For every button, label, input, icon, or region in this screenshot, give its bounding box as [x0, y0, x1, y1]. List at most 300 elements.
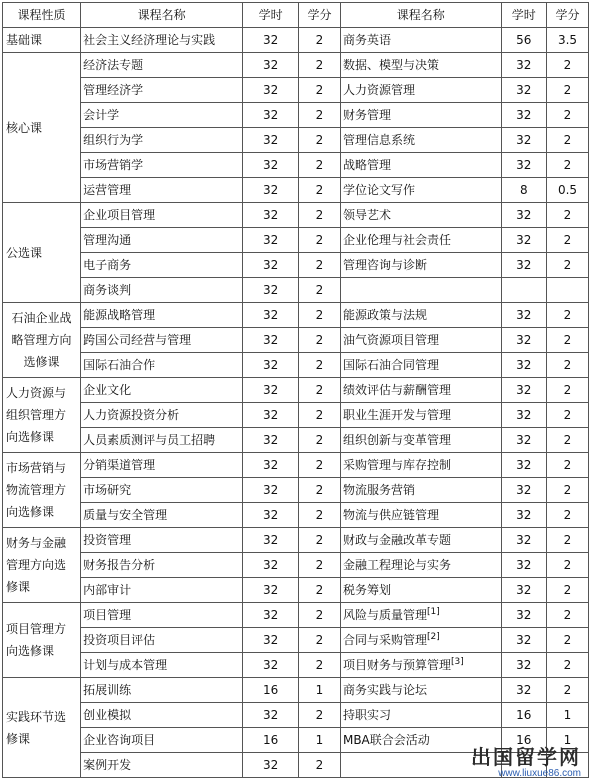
credits-cell: [299, 428, 341, 453]
cell-text: 能源政策与法规: [342, 308, 427, 322]
cell-text: 2: [563, 433, 572, 447]
hours-cell-2: [501, 228, 546, 253]
credits-cell-2: [546, 628, 588, 653]
cell-text: 1: [563, 733, 572, 747]
watermark-text: 出国留学网: [471, 745, 581, 769]
course-name-cell-2: [340, 403, 501, 428]
credits-cell: [299, 403, 341, 428]
cell-text: 2: [563, 308, 572, 322]
hours-cell: [243, 428, 299, 453]
table-row: [3, 478, 589, 503]
course-name-cell: [81, 228, 243, 253]
hours-cell-2: [501, 353, 546, 378]
footnote-marker[interactable]: [3]: [450, 657, 464, 667]
cell-text: 32: [262, 558, 279, 572]
cell-text: 16: [516, 733, 532, 747]
table-row: [3, 628, 589, 653]
cell-text: 2: [563, 83, 572, 97]
cell-text: 计划与成本管理: [83, 658, 168, 672]
hours-cell-2: [501, 478, 546, 503]
credits-cell: [299, 153, 341, 178]
hours-cell: [243, 528, 299, 553]
cell-text: 2: [315, 458, 324, 472]
cell-text: 采购管理与库存控制: [342, 458, 451, 472]
table-row: [3, 653, 589, 678]
hours-cell-2: [501, 578, 546, 603]
credits-cell-2: [546, 378, 588, 403]
cell-text: 32: [262, 458, 279, 472]
cell-text: 合同与采购管理: [342, 633, 427, 647]
credits-cell: [299, 78, 341, 103]
cell-text: 2: [563, 633, 572, 647]
cell-text: 管理沟通: [83, 233, 132, 247]
header-hours: 学时: [243, 3, 299, 28]
cell-text: 2: [563, 608, 572, 622]
course-name-cell-2: [340, 578, 501, 603]
cell-text: 案例开发: [83, 758, 132, 772]
credits-cell: [299, 678, 341, 703]
credits-cell-2: [546, 153, 588, 178]
cell-text: 16: [262, 683, 279, 697]
cell-text: 32: [516, 333, 532, 347]
hours-cell-2: [501, 653, 546, 678]
cell-text: 投资项目评估: [83, 633, 156, 647]
hours-cell: [243, 228, 299, 253]
hours-cell-2: [501, 553, 546, 578]
cell-text: 32: [516, 58, 532, 72]
cell-text: 32: [516, 408, 532, 422]
header-credits-2: 学分: [546, 3, 588, 28]
hours-cell: [243, 453, 299, 478]
hours-cell: [243, 253, 299, 278]
course-name-cell-2: [340, 453, 501, 478]
cell-text: 2: [563, 133, 572, 147]
cell-text: 32: [516, 308, 532, 322]
course-name-cell: [81, 453, 243, 478]
cell-text: 2: [315, 158, 324, 172]
course-name-cell: [81, 728, 243, 753]
course-name-cell-2: [340, 628, 501, 653]
cell-text: 质量与安全管理: [83, 508, 168, 522]
hours-cell: [243, 478, 299, 503]
course-name-cell: [81, 403, 243, 428]
cell-text: 32: [262, 333, 279, 347]
table-row: [3, 53, 589, 78]
cell-text: 8: [519, 183, 528, 197]
cell-text: 2: [315, 83, 324, 97]
cell-text: 2: [563, 683, 572, 697]
category-cell: 人力资源与组织管理方向选修课: [3, 378, 81, 453]
cell-text: 32: [262, 708, 279, 722]
watermark-url: www.liuxue86.com: [498, 768, 581, 779]
cell-text: 财务管理: [342, 108, 391, 122]
course-name-cell-2: [340, 378, 501, 403]
credits-cell-2: [546, 78, 588, 103]
hours-cell: [243, 53, 299, 78]
course-name-cell: [81, 103, 243, 128]
hours-cell: [243, 378, 299, 403]
cell-text: 32: [262, 108, 279, 122]
course-name-cell: [81, 603, 243, 628]
credits-cell-2: [546, 453, 588, 478]
header-course-name-2: 课程名称: [340, 3, 501, 28]
cell-text: 32: [262, 383, 279, 397]
hours-cell-2: [501, 428, 546, 453]
course-name-cell-2: [340, 153, 501, 178]
cell-text: 2: [563, 658, 572, 672]
hours-cell-2: [501, 153, 546, 178]
hours-cell-2: [501, 528, 546, 553]
cell-text: 内部审计: [83, 583, 132, 597]
cell-text: 32: [262, 658, 279, 672]
header-hours-2: 学时: [501, 3, 546, 28]
credits-cell-2: [546, 178, 588, 203]
cell-text: 管理信息系统: [342, 133, 415, 147]
cell-text: 32: [516, 433, 532, 447]
course-name-cell: [81, 153, 243, 178]
cell-text: 会计学: [83, 108, 120, 122]
cell-text: 2: [315, 533, 324, 547]
category-cell: 基础课: [3, 28, 81, 53]
cell-text: 国际石油合同管理: [342, 358, 439, 372]
credits-cell-2: [546, 528, 588, 553]
cell-text: 2: [315, 408, 324, 422]
hours-cell-2: [501, 253, 546, 278]
hours-cell: [243, 503, 299, 528]
hours-cell-2: [501, 378, 546, 403]
table-row: [3, 378, 589, 403]
hours-cell: [243, 278, 299, 303]
credits-cell: [299, 603, 341, 628]
cell-text: 32: [516, 683, 532, 697]
cell-text: 2: [315, 333, 324, 347]
cell-text: 32: [516, 133, 532, 147]
cell-text: 2: [563, 458, 572, 472]
cell-text: 财政与金融改革专题: [342, 533, 451, 547]
cell-text: 2: [563, 558, 572, 572]
cell-text: 2: [315, 758, 324, 772]
hours-cell: [243, 178, 299, 203]
hours-cell-2: [501, 603, 546, 628]
cell-text: 市场研究: [83, 483, 132, 497]
cell-text: 能源战略管理: [83, 308, 156, 322]
cell-text: 32: [262, 758, 279, 772]
cell-text: 油气资源项目管理: [342, 333, 439, 347]
credits-cell: [299, 103, 341, 128]
cell-text: 商务英语: [342, 33, 391, 47]
cell-text: 2: [315, 208, 324, 222]
cell-text: 2: [315, 383, 324, 397]
credits-cell: [299, 228, 341, 253]
cell-text: 32: [516, 508, 532, 522]
cell-text: 人力资源投资分析: [83, 408, 180, 422]
cell-text: 2: [315, 33, 324, 47]
hours-cell-2: [501, 703, 546, 728]
footnote-marker[interactable]: [1]: [426, 607, 440, 617]
course-name-cell-2: [340, 203, 501, 228]
course-name-cell-2: [340, 78, 501, 103]
footnote-marker[interactable]: [2]: [426, 632, 440, 642]
course-name-cell-2: [340, 703, 501, 728]
table-row: [3, 528, 589, 553]
table-row: [3, 253, 589, 278]
course-name-cell: [81, 278, 243, 303]
cell-text: 2: [315, 233, 324, 247]
credits-cell-2: [546, 428, 588, 453]
credits-cell: [299, 28, 341, 53]
cell-text: 运营管理: [83, 183, 132, 197]
cell-text: 1: [563, 708, 572, 722]
cell-text: 2: [315, 608, 324, 622]
hours-cell-2: [501, 403, 546, 428]
table-row: [3, 603, 589, 628]
credits-cell: [299, 653, 341, 678]
hours-cell: [243, 78, 299, 103]
cell-text: 32: [262, 58, 279, 72]
table-row: [3, 28, 589, 53]
cell-text: 2: [563, 58, 572, 72]
table-row: [3, 428, 589, 453]
cell-text: 32: [262, 233, 279, 247]
course-name-cell-2: [340, 528, 501, 553]
watermark-logo: [471, 746, 581, 780]
course-name-cell-2: [340, 653, 501, 678]
hours-cell: [243, 578, 299, 603]
cell-text: 32: [262, 183, 279, 197]
cell-text: 32: [262, 133, 279, 147]
cell-text: 经济法专题: [83, 58, 144, 72]
hours-cell: [243, 403, 299, 428]
cell-text: 2: [315, 708, 324, 722]
cell-text: 2: [563, 583, 572, 597]
course-name-cell: [81, 628, 243, 653]
cell-text: 32: [516, 158, 532, 172]
cell-text: 32: [516, 258, 532, 272]
hours-cell: [243, 653, 299, 678]
table-row: [3, 678, 589, 703]
table-row: [3, 153, 589, 178]
credits-cell-2: [546, 53, 588, 78]
cell-text: 项目财务与预算管理: [342, 658, 451, 672]
cell-text: 企业文化: [83, 383, 132, 397]
course-name-cell: [81, 78, 243, 103]
cell-text: 3.5: [557, 33, 578, 47]
hours-cell: [243, 603, 299, 628]
cell-text: 项目管理: [83, 608, 132, 622]
cell-text: 32: [262, 83, 279, 97]
cell-text: 0.5: [557, 183, 578, 197]
cell-text: 32: [262, 208, 279, 222]
hours-cell-2: [501, 103, 546, 128]
category-cell: 财务与金融管理方向选修课: [3, 528, 81, 603]
cell-text: 32: [262, 433, 279, 447]
cell-text: 跨国公司经营与管理: [83, 333, 192, 347]
cell-text: 风险与质量管理: [342, 608, 427, 622]
cell-text: 企业伦理与社会责任: [342, 233, 451, 247]
credits-cell: [299, 728, 341, 753]
course-name-cell: [81, 378, 243, 403]
course-name-cell: [81, 428, 243, 453]
credits-cell-2: [546, 703, 588, 728]
table-row: [3, 103, 589, 128]
credits-cell-2: [546, 353, 588, 378]
hours-cell-2: [501, 303, 546, 328]
hours-cell: [243, 28, 299, 53]
hours-cell: [243, 153, 299, 178]
cell-text: 32: [516, 608, 532, 622]
course-name-cell-2: [340, 128, 501, 153]
hours-cell: [243, 203, 299, 228]
table-row: [3, 578, 589, 603]
cell-text: 1: [315, 683, 324, 697]
credits-cell-2: [546, 253, 588, 278]
cell-text: 32: [516, 208, 532, 222]
credits-cell: [299, 503, 341, 528]
table-row: [3, 553, 589, 578]
credits-cell: [299, 278, 341, 303]
cell-text: 物流与供应链管理: [342, 508, 439, 522]
cell-text: 32: [516, 483, 532, 497]
cell-text: 2: [315, 358, 324, 372]
course-name-cell: [81, 503, 243, 528]
table-row: [3, 353, 589, 378]
hours-cell: [243, 553, 299, 578]
course-name-cell-2: [340, 228, 501, 253]
course-name-cell-2: [340, 103, 501, 128]
cell-text: 1: [315, 733, 324, 747]
table-row: [3, 328, 589, 353]
cell-text: 32: [516, 83, 532, 97]
cell-text: 学位论文写作: [342, 183, 415, 197]
course-name-cell: [81, 528, 243, 553]
cell-text: 2: [563, 208, 572, 222]
cell-text: 分销渠道管理: [83, 458, 156, 472]
cell-text: 战略管理: [342, 158, 391, 172]
credits-cell: [299, 178, 341, 203]
course-name-cell-2: [340, 53, 501, 78]
credits-cell-2: [546, 228, 588, 253]
hours-cell-2: [501, 128, 546, 153]
credits-cell-2: [546, 678, 588, 703]
cell-text: 2: [563, 508, 572, 522]
cell-text: 数据、模型与决策: [342, 58, 439, 72]
course-name-cell-2: [340, 353, 501, 378]
cell-text: 2: [315, 633, 324, 647]
hours-cell-2: [501, 28, 546, 53]
credits-cell-2: [546, 478, 588, 503]
cell-text: 32: [516, 583, 532, 597]
credits-cell-2: [546, 303, 588, 328]
cell-text: 32: [516, 558, 532, 572]
cell-text: 2: [315, 133, 324, 147]
cell-text: 2: [315, 183, 324, 197]
cell-text: 56: [516, 33, 532, 47]
credits-cell: [299, 353, 341, 378]
credits-cell: [299, 128, 341, 153]
cell-text: 组织创新与变革管理: [342, 433, 451, 447]
cell-text: 32: [262, 408, 279, 422]
cell-text: 32: [516, 633, 532, 647]
credits-cell-2: [546, 653, 588, 678]
hours-cell-2: [501, 628, 546, 653]
cell-text: 16: [516, 708, 532, 722]
credits-cell: [299, 303, 341, 328]
credits-cell-2: [546, 603, 588, 628]
cell-text: 企业咨询项目: [83, 733, 156, 747]
cell-text: MBA联合会活动: [342, 733, 430, 747]
cell-text: 2: [563, 408, 572, 422]
cell-text: 32: [516, 658, 532, 672]
table-row: [3, 128, 589, 153]
cell-text: 32: [262, 258, 279, 272]
credits-cell: [299, 478, 341, 503]
table-row: [3, 203, 589, 228]
hours-cell-2: [501, 178, 546, 203]
hours-cell-2: [501, 203, 546, 228]
course-name-cell: [81, 203, 243, 228]
hours-cell-2: [501, 278, 546, 303]
category-cell: 市场营销与物流管理方向选修课: [3, 453, 81, 528]
cell-text: 市场营销学: [83, 158, 144, 172]
cell-text: 2: [563, 233, 572, 247]
course-name-cell: [81, 703, 243, 728]
credits-cell-2: [546, 578, 588, 603]
cell-text: 2: [315, 583, 324, 597]
cell-text: 2: [563, 533, 572, 547]
cell-text: 创业模拟: [83, 708, 132, 722]
hours-cell: [243, 303, 299, 328]
cell-text: 2: [563, 483, 572, 497]
cell-text: 32: [262, 583, 279, 597]
hours-cell-2: [501, 78, 546, 103]
table-row: [3, 228, 589, 253]
hours-cell-2: [501, 53, 546, 78]
credits-cell: [299, 628, 341, 653]
cell-text: 商务谈判: [83, 283, 132, 297]
hours-cell: [243, 753, 299, 778]
cell-text: 32: [262, 508, 279, 522]
credits-cell-2: [546, 128, 588, 153]
credits-cell-2: [546, 278, 588, 303]
table-row: [3, 403, 589, 428]
cell-text: 职业生涯开发与管理: [342, 408, 451, 422]
course-name-cell: [81, 553, 243, 578]
category-cell: 项目管理方向选修课: [3, 603, 81, 678]
curriculum-table: [2, 2, 589, 778]
course-name-cell: [81, 303, 243, 328]
course-name-cell: [81, 678, 243, 703]
cell-text: 32: [262, 308, 279, 322]
cell-text: 32: [262, 533, 279, 547]
course-name-cell-2: [340, 603, 501, 628]
course-name-cell: [81, 128, 243, 153]
cell-text: 32: [262, 33, 279, 47]
hours-cell-2: [501, 503, 546, 528]
cell-text: 电子商务: [83, 258, 132, 272]
credits-cell-2: [546, 403, 588, 428]
cell-text: 管理经济学: [83, 83, 144, 97]
cell-text: 32: [262, 283, 279, 297]
credits-cell: [299, 203, 341, 228]
credits-cell: [299, 53, 341, 78]
cell-text: 绩效评估与薪酬管理: [342, 383, 451, 397]
course-name-cell-2: [340, 178, 501, 203]
course-name-cell-2: [340, 303, 501, 328]
table-row: [3, 78, 589, 103]
credits-cell: [299, 253, 341, 278]
cell-text: 2: [315, 433, 324, 447]
course-name-cell-2: [340, 553, 501, 578]
